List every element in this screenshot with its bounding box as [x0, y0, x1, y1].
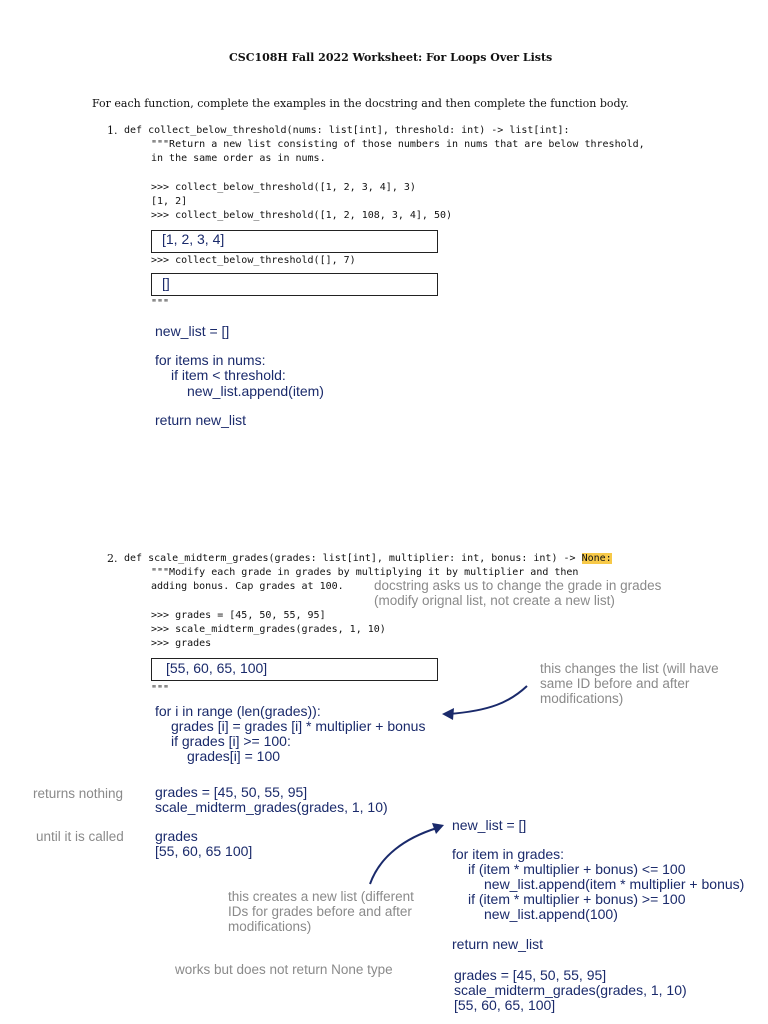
- q2-call-line4: [55, 60, 65 100]: [155, 843, 253, 859]
- q2-body-line4: grades[i] = 100: [187, 748, 281, 764]
- alt-line1: new_list = []: [452, 817, 527, 833]
- q1-docstring-line1: """Return a new list consisting of those numbers in nums that are below threshold,: [151, 139, 645, 150]
- q2-call-line2: scale_midterm_grades(grades, 1, 10): [155, 799, 388, 815]
- q1-docstring-line2: in the same order as in nums.: [151, 153, 326, 164]
- q2-docstring-line2: adding bonus. Cap grades at 100.: [151, 581, 344, 592]
- q2-example-answer: [55, 60, 65, 100]: [166, 660, 268, 676]
- q2-example-line1: >>> grades = [45, 50, 55, 95]: [151, 610, 326, 621]
- q2-signature-prefix: def scale_midterm_grades(grades: list[int], multiplier: int, bonus: int) ->: [124, 553, 582, 564]
- alt-line7: return new_list: [452, 936, 544, 952]
- note-docstring-line1: docstring asks us to change the grade in grades: [374, 578, 662, 593]
- note-changes-line2: same ID before and after: [540, 676, 690, 691]
- q1-docstring-end: """: [151, 298, 170, 309]
- alt-line5: if (item * multiplier + bonus) >= 100: [468, 891, 686, 907]
- q1-body-line3: if item < threshold:: [171, 367, 286, 383]
- note-works-but: works but does not return None type: [175, 962, 393, 977]
- alt-line6: new_list.append(100): [484, 906, 618, 922]
- q1-example2-answer: [1, 2, 3, 4]: [162, 231, 225, 247]
- alt-call-line2: scale_midterm_grades(grades, 1, 10): [454, 982, 687, 998]
- q2-body-line1: for i in range (len(grades)):: [155, 703, 321, 719]
- q2-docstring-end: """: [151, 684, 170, 695]
- q2-body-line3: if grades [i] >= 100:: [171, 733, 291, 749]
- alt-call-line1: grades = [45, 50, 55, 95]: [454, 967, 607, 983]
- arrow-to-new-list: [370, 828, 437, 884]
- alt-call-line3: [55, 60, 65, 100]: [454, 997, 556, 1013]
- q1-body-line5: return new_list: [155, 412, 247, 428]
- alt-line3: if (item * multiplier + bonus) <= 100: [468, 861, 686, 877]
- q1-signature: def collect_below_threshold(nums: list[int], threshold: int) -> list[int]:: [124, 125, 570, 136]
- q1-example3-answer: []: [162, 275, 170, 291]
- q1-example1-call: >>> collect_below_threshold([1, 2, 3, 4], 3): [151, 182, 416, 193]
- note-creates-line2: IDs for grades before and after: [228, 904, 412, 919]
- q1-example1-result: [1, 2]: [151, 196, 188, 207]
- q2-signature-return: None:: [581, 553, 612, 564]
- page-title: CSC108H Fall 2022 Worksheet: For Loops Over Lists: [229, 51, 553, 64]
- note-returns-nothing: returns nothing: [33, 786, 124, 801]
- q2-number: 2.: [107, 552, 118, 565]
- note-creates-line3: modifications): [228, 919, 312, 934]
- q2-example-line2: >>> scale_midterm_grades(grades, 1, 10): [151, 624, 386, 635]
- arrow-to-loop: [448, 686, 527, 714]
- note-creates-line1: this creates a new list (different: [228, 889, 414, 904]
- q2-example-line3: >>> grades: [151, 638, 212, 649]
- note-until-called: until it is called: [36, 829, 124, 844]
- q1-example3-call: >>> collect_below_threshold([], 7): [151, 255, 356, 266]
- q2-body-line2: grades [i] = grades [i] * multiplier + bonus: [171, 718, 426, 734]
- note-docstring-line2: (modify orignal list, not create a new list): [374, 593, 615, 608]
- q2-call-line3: grades: [155, 828, 198, 844]
- arrowhead-to-loop: [442, 708, 454, 720]
- q1-body-line4: new_list.append(item): [187, 383, 324, 399]
- note-changes-line1: this changes the list (will have: [540, 661, 719, 676]
- q1-body-line2: for items in nums:: [155, 352, 266, 368]
- alt-line4: new_list.append(item * multiplier + bonus): [484, 876, 745, 892]
- alt-line2: for item in grades:: [452, 846, 565, 862]
- q1-number: 1.: [107, 124, 118, 137]
- note-changes-line3: modifications): [540, 691, 624, 706]
- q2-call-line1: grades = [45, 50, 55, 95]: [155, 784, 308, 800]
- instructions: For each function, complete the examples in the docstring and then complete the function body.: [92, 97, 629, 110]
- q1-example2-call: >>> collect_below_threshold([1, 2, 108, 3, 4], 50): [151, 210, 453, 221]
- q1-body-line1: new_list = []: [155, 323, 230, 339]
- q2-docstring-line1: """Modify each grade in grades by multiplying it by multiplier and then: [151, 567, 579, 578]
